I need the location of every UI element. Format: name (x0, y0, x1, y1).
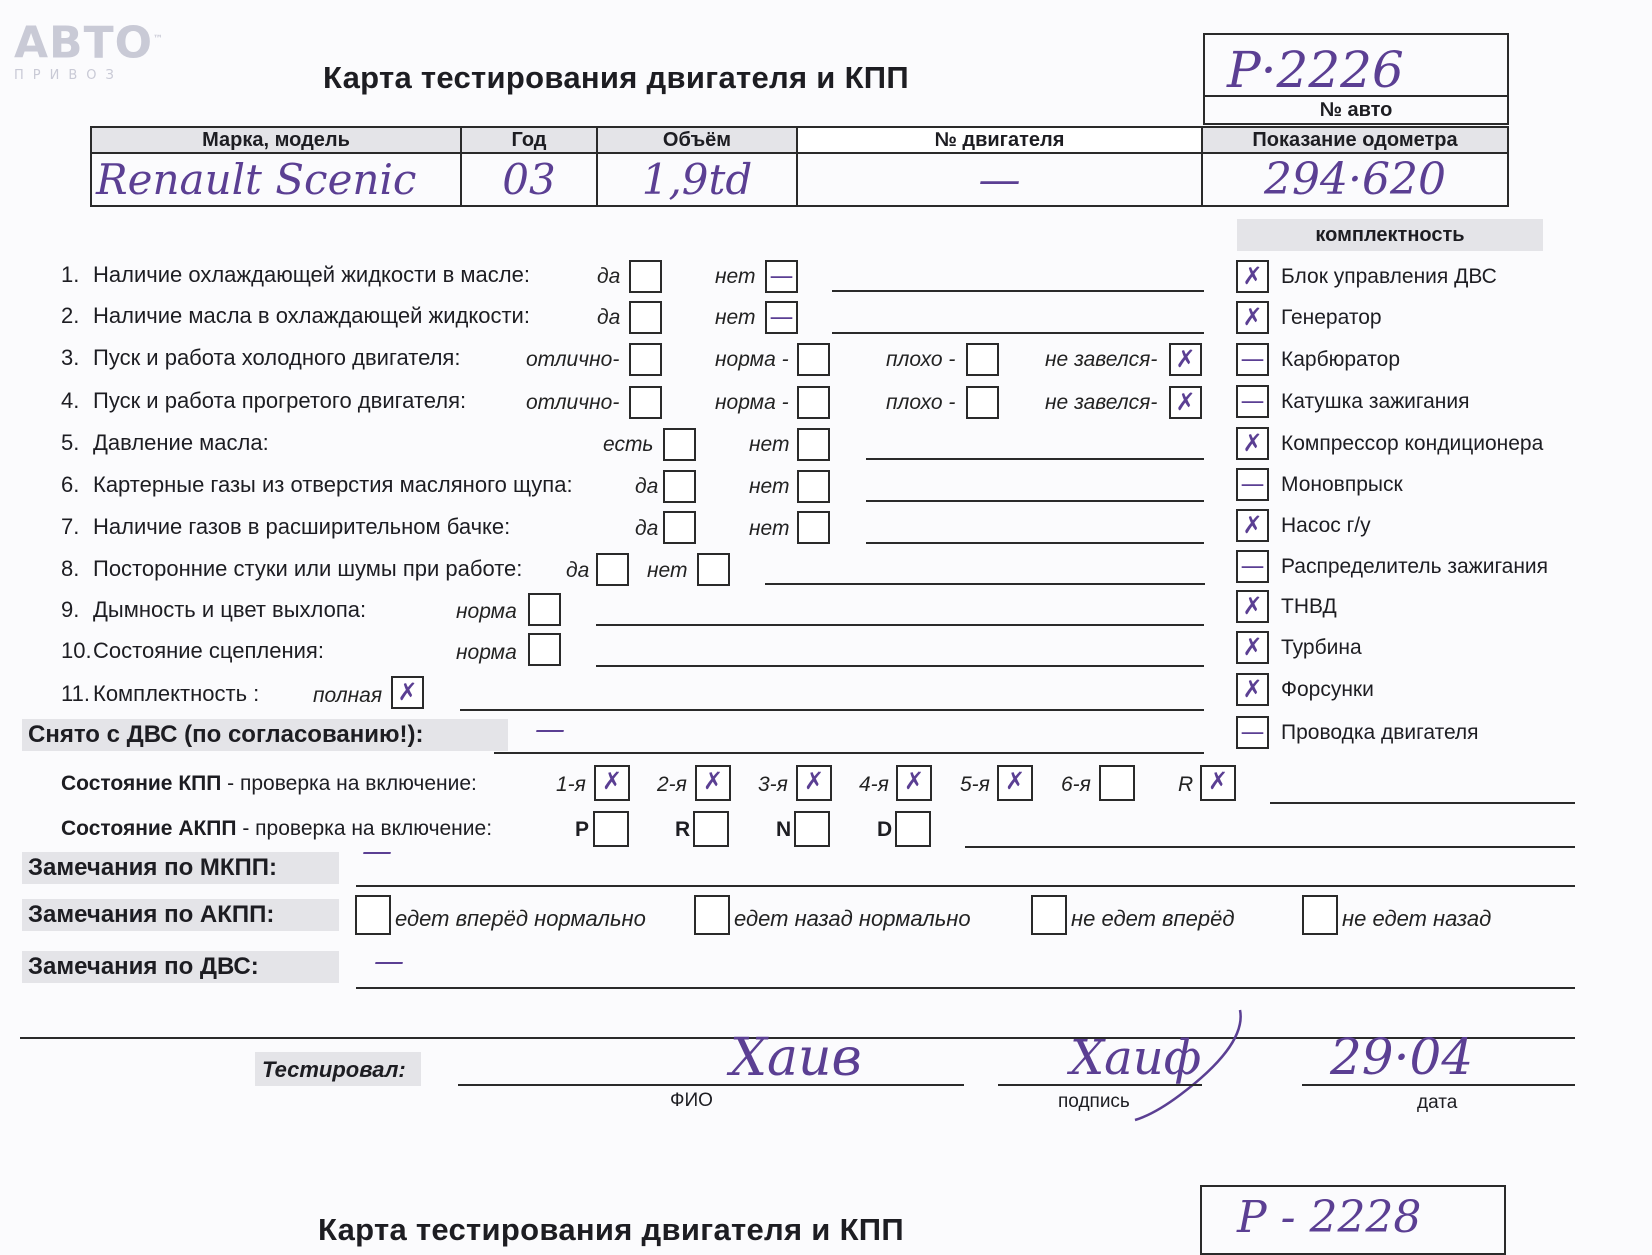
completeness-title: комплектность (1237, 219, 1543, 251)
logo-tm: ™ (153, 34, 165, 45)
logo-main-text: АВТО (14, 17, 154, 69)
kpp-label-rest: - проверка на включение: (221, 772, 477, 795)
option-norma-label: норма (456, 600, 517, 623)
akpp-backward-ok-checkbox[interactable] (694, 895, 730, 935)
avtoprivoz-logo (14, 17, 165, 83)
question-text: Пуск и работа прогретого двигателя: (93, 388, 467, 413)
question-8 (61, 556, 522, 582)
q8-da-checkbox[interactable] (596, 553, 629, 586)
q6-da-checkbox[interactable] (663, 470, 696, 503)
fio-value: Хаив (730, 1028, 862, 1088)
completeness-checkbox[interactable]: ✗ (1236, 673, 1269, 706)
question-9 (61, 597, 366, 623)
kpp-label (61, 772, 477, 796)
option-nostart-label: не завелся- (1045, 391, 1158, 414)
q1-notes-line (832, 290, 1204, 292)
signature-line (998, 1084, 1202, 1086)
kpp-notes-line (1270, 802, 1575, 804)
signature-label: подпись (1058, 1091, 1130, 1112)
question-text: Состояние сцепления: (93, 638, 324, 663)
option-net-label: нет (647, 559, 688, 582)
question-11 (61, 681, 259, 707)
q5-est-checkbox[interactable] (663, 428, 696, 461)
gear-6-checkbox[interactable] (1099, 765, 1135, 801)
option-norma-label: норма (456, 641, 517, 664)
completeness-label: Моновпрыск (1281, 473, 1403, 496)
q8-notes-line (765, 583, 1205, 585)
akpp-no-forward-checkbox[interactable] (1031, 895, 1067, 935)
question-number: 4. (61, 388, 80, 413)
option-da-label: да (597, 265, 621, 288)
q4-bad-checkbox[interactable] (966, 386, 999, 419)
question-text: Комплектность : (93, 681, 260, 706)
akpp-p-checkbox[interactable] (593, 811, 629, 847)
q2-net-checkbox[interactable]: — (765, 301, 798, 334)
option-net-label: нет (749, 433, 790, 456)
remarks-dvs-line (356, 987, 1575, 989)
question-number: 2. (61, 303, 80, 328)
question-7 (61, 514, 510, 540)
akpp-label-bold: Состояние АКПП (61, 817, 237, 840)
question-number: 10. (61, 638, 92, 663)
question-number: 3. (61, 345, 80, 370)
remarks-mkpp-line (356, 885, 1575, 887)
q3-excellent-checkbox[interactable] (629, 343, 662, 376)
logo-sub-text: ПРИВОЗ (14, 67, 123, 83)
gear-label: R (1178, 773, 1194, 796)
completeness-label: Генератор (1281, 306, 1382, 329)
header-engine: № двигателя (797, 127, 1202, 153)
question-1 (61, 262, 530, 288)
remarks-mkpp-value: — (362, 834, 392, 869)
car-number-value: Р·2226 (1227, 41, 1404, 99)
question-4 (61, 388, 466, 414)
q4-excellent-checkbox[interactable] (629, 386, 662, 419)
q7-notes-line (866, 542, 1204, 544)
option-bad-label: плохо - (886, 348, 956, 371)
value-engine: — (797, 153, 1202, 206)
q2-notes-line (832, 332, 1204, 334)
gear-4-checkbox[interactable]: ✗ (896, 765, 932, 801)
option-da-label: да (597, 306, 621, 329)
option-normal-label: норма - (715, 391, 789, 414)
question-text: Наличие газов в расширительном бачке: (93, 514, 511, 539)
akpp-no-backward-checkbox[interactable] (1302, 895, 1338, 935)
option-net-label: нет (749, 475, 790, 498)
akpp-d-checkbox[interactable] (895, 811, 931, 847)
vehicle-info-table (90, 126, 1509, 207)
question-number: 6. (61, 472, 80, 497)
question-text: Картерные газы из отверстия масляного щупа: (93, 472, 573, 497)
question-text: Дымность и цвет выхлопа: (93, 597, 367, 622)
option-excellent-label: отлично- (526, 391, 620, 414)
completeness-label: Катушка зажигания (1281, 390, 1470, 413)
remarks-dvs-value: — (374, 944, 404, 979)
q11-notes-line (460, 709, 1204, 711)
completeness-checkbox[interactable]: ✗ (1236, 509, 1269, 542)
question-text: Наличие охлаждающей жидкости в масле: (93, 262, 530, 287)
q5-net-checkbox[interactable] (797, 428, 830, 461)
option-da-label: да (635, 517, 659, 540)
question-text: Наличие масла в охлаждающей жидкости: (93, 303, 530, 328)
value-odometer: 294·620 (1202, 153, 1508, 206)
completeness-checkbox[interactable]: — (1236, 343, 1269, 376)
akpp-label (61, 817, 492, 841)
remarks-mkpp-label: Замечания по МКПП: (22, 852, 339, 884)
akpp-no-forward-label: не едет вперёд (1071, 906, 1235, 931)
question-number: 5. (61, 430, 80, 455)
q3-normal-checkbox[interactable] (797, 343, 830, 376)
header-brand: Марка, модель (91, 127, 461, 153)
completeness-label: Проводка двигателя (1281, 721, 1479, 744)
gear-label: 2-я (657, 773, 687, 796)
question-5 (61, 430, 269, 456)
removed-line (494, 752, 1204, 754)
page-title: Карта тестирования двигателя и КПП (323, 60, 909, 95)
tested-label: Тестировал: (262, 1057, 406, 1082)
q2-da-checkbox[interactable] (629, 301, 662, 334)
date-line (1302, 1084, 1575, 1086)
q4-normal-checkbox[interactable] (797, 386, 830, 419)
akpp-forward-ok-label: едет вперёд нормально (395, 906, 646, 931)
akpp-mode-label: N (776, 818, 792, 841)
date-label: дата (1417, 1092, 1458, 1113)
completeness-label: Форсунки (1281, 678, 1374, 701)
option-net-label: нет (715, 265, 756, 288)
question-3 (61, 345, 460, 371)
completeness-checkbox[interactable]: ✗ (1236, 590, 1269, 623)
gear-label: 6-я (1061, 773, 1091, 796)
completeness-label: Распределитель зажигания (1281, 555, 1549, 578)
signature-stroke (1120, 1005, 1250, 1125)
q10-notes-line (596, 665, 1204, 667)
akpp-label-rest: - проверка на включение: (236, 817, 493, 840)
q8-net-checkbox[interactable] (697, 553, 730, 586)
removed-label: Снято с ДВС (по согласованию!): (22, 719, 508, 751)
option-nostart-label: не завелся- (1045, 348, 1158, 371)
car-number-label: № авто (1205, 95, 1507, 122)
option-normal-label: норма - (715, 348, 789, 371)
option-net-label: нет (715, 306, 756, 329)
akpp-no-backward-label: не едет назад (1342, 906, 1492, 931)
completeness-checkbox[interactable]: — (1236, 468, 1269, 501)
q6-net-checkbox[interactable] (797, 470, 830, 503)
remarks-akpp-label: Замечания по АКПП: (22, 899, 339, 931)
gear-1-checkbox[interactable]: ✗ (594, 765, 630, 801)
completeness-label: Блок управления ДВС (1281, 265, 1497, 288)
question-text: Пуск и работа холодного двигателя: (93, 345, 461, 370)
next-card-number: Р - 2228 (1237, 1192, 1422, 1243)
option-full-label: полная (313, 684, 383, 707)
completeness-checkbox[interactable]: ✗ (1236, 427, 1269, 460)
completeness-checkbox[interactable]: ✗ (1236, 301, 1269, 334)
gear-5-checkbox[interactable]: ✗ (997, 765, 1033, 801)
gear-label: 3-я (758, 773, 788, 796)
completeness-label: Турбина (1281, 636, 1362, 659)
q9-norma-checkbox[interactable] (528, 593, 561, 626)
header-year: Год (461, 127, 597, 153)
gear-2-checkbox[interactable]: ✗ (695, 765, 731, 801)
removed-value: — (535, 712, 565, 747)
gear-label: 4-я (859, 773, 889, 796)
option-bad-label: плохо - (886, 391, 956, 414)
akpp-notes-line (965, 846, 1575, 848)
question-number: 8. (61, 556, 80, 581)
q9-notes-line (596, 624, 1204, 626)
akpp-mode-label: P (575, 818, 590, 841)
completeness-checkbox[interactable]: — (1236, 385, 1269, 418)
question-text: Посторонние стуки или шумы при работе: (93, 556, 523, 581)
completeness-checkbox[interactable]: ✗ (1236, 631, 1269, 664)
question-2 (61, 303, 530, 329)
remarks-dvs-label: Замечания по ДВС: (22, 951, 339, 983)
q7-da-checkbox[interactable] (663, 511, 696, 544)
q3-bad-checkbox[interactable] (966, 343, 999, 376)
header-odometer: Показание одометра (1202, 127, 1508, 153)
kpp-label-bold: Состояние КПП (61, 772, 222, 795)
question-6 (61, 472, 573, 498)
completeness-checkbox[interactable]: ✗ (1236, 260, 1269, 293)
completeness-label: ТНВД (1281, 595, 1337, 618)
value-brand: Renault Scenic (91, 153, 461, 206)
q7-net-checkbox[interactable] (797, 511, 830, 544)
akpp-backward-ok-label: едет назад нормально (734, 906, 971, 931)
q3-nostart-checkbox[interactable]: ✗ (1169, 343, 1202, 376)
gear-label: 5-я (960, 773, 990, 796)
akpp-n-checkbox[interactable] (794, 811, 830, 847)
signature-value: Хаиф (1070, 1030, 1202, 1086)
gear-label: 1-я (556, 773, 586, 796)
fio-line (458, 1084, 964, 1086)
question-text: Давление масла: (93, 430, 269, 455)
completeness-checkbox[interactable]: — (1236, 716, 1269, 749)
q11-full-checkbox[interactable]: ✗ (391, 676, 424, 709)
option-excellent-label: отлично- (526, 348, 620, 371)
completeness-label: Компрессор кондиционера (1281, 432, 1544, 455)
question-number: 7. (61, 514, 80, 539)
value-volume: 1,9td (597, 153, 797, 206)
option-da-label: да (566, 559, 590, 582)
question-10 (61, 638, 324, 664)
q1-da-checkbox[interactable] (629, 260, 662, 293)
value-year: 03 (461, 153, 597, 206)
car-number-box (1203, 33, 1509, 125)
gear-r-checkbox[interactable]: ✗ (1200, 765, 1236, 801)
q6-notes-line (866, 500, 1204, 502)
q5-notes-line (866, 458, 1204, 460)
header-volume: Объём (597, 127, 797, 153)
question-number: 11. (61, 681, 90, 706)
completeness-label: Насос г/у (1281, 514, 1371, 537)
question-number: 9. (61, 597, 80, 622)
akpp-forward-ok-checkbox[interactable] (355, 895, 391, 935)
fio-label: ФИО (670, 1090, 713, 1111)
next-card-title: Карта тестирования двигателя и КПП (318, 1212, 904, 1247)
q1-net-checkbox[interactable]: — (765, 260, 798, 293)
q4-nostart-checkbox[interactable]: ✗ (1169, 386, 1202, 419)
next-card-number-box (1200, 1185, 1506, 1255)
akpp-r-checkbox[interactable] (693, 811, 729, 847)
completeness-checkbox[interactable]: — (1236, 550, 1269, 583)
option-net-label: нет (749, 517, 790, 540)
akpp-mode-label: D (877, 818, 893, 841)
completeness-label: Карбюратор (1281, 348, 1401, 371)
q10-norma-checkbox[interactable] (528, 633, 561, 666)
date-value: 29·04 (1330, 1028, 1474, 1086)
gear-3-checkbox[interactable]: ✗ (796, 765, 832, 801)
akpp-mode-label: R (675, 818, 691, 841)
question-number: 1. (61, 262, 80, 287)
option-da-label: да (635, 475, 659, 498)
option-est-label: есть (603, 433, 654, 456)
